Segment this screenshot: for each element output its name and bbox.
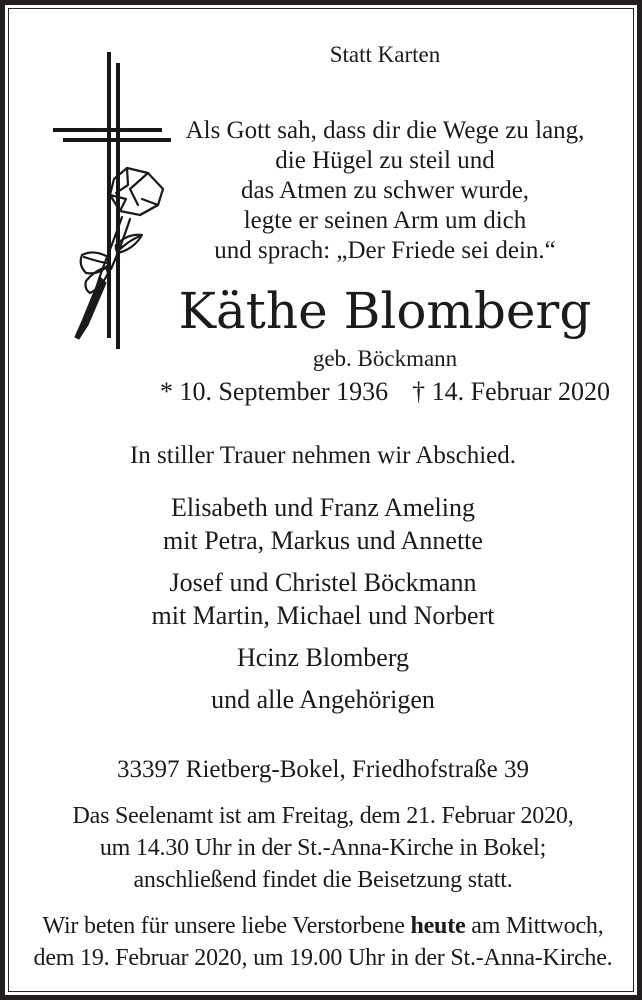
maiden-name: geb. Böckmann [312, 346, 458, 371]
death-date: † 14. Februar 2020 [412, 377, 611, 406]
poem-line: Als Gott sah, dass dir die Wege zu lang, [185, 117, 585, 144]
service-info [18, 800, 628, 896]
mourner-line: und alle Angehörigen [211, 685, 435, 714]
poem-line: die Hügel zu steil und [275, 147, 495, 174]
mourner-group [18, 491, 628, 557]
mourner-line: Josef und Christel Böckmann [169, 568, 477, 597]
prayer-line [18, 910, 628, 942]
deceased-name: Käthe Blomberg [178, 282, 592, 340]
service-line: Das Seelenamt ist am Freitag, dem 21. Februar 2020, [72, 803, 574, 829]
mourner-line: mit Petra, Markus und Annette [163, 526, 483, 555]
mourner-line: Hcinz Blomberg [236, 643, 410, 672]
service-line: um 14.30 Uhr in der St.-Anna-Kirche in Bokel; [99, 835, 547, 861]
life-dates [136, 377, 634, 407]
heute-emphasis: heute [410, 913, 466, 939]
farewell-line: In stiller Trauer nehmen wir Abschied. [129, 442, 517, 469]
prayer-info [18, 910, 628, 974]
birth-date: * 10. September 1936 [159, 377, 389, 406]
prayer-line: dem 19. Februar 2020, um 19.00 Uhr in der St.-Anna-Kirche. [33, 945, 613, 971]
statt-karten-header: Statt Karten [329, 42, 441, 67]
prayer-text: Wir beten für unsere liebe Verstorbene [42, 913, 411, 939]
mourner-line: mit Martin, Michael und Norbert [151, 601, 495, 630]
mourner-group [18, 683, 628, 716]
mourner-group [18, 566, 628, 632]
mourners-list [18, 491, 628, 716]
poem-line: und sprach: „Der Friede sei dein.“ [214, 237, 556, 264]
prayer-text: am Mittwoch, [465, 913, 604, 939]
mourner-line: Elisabeth und Franz Ameling [170, 493, 475, 522]
address-line: 33397 Rietberg-Bokel, Friedhofstraße 39 [117, 756, 529, 783]
poem-line: legte er seinen Arm um dich [243, 207, 527, 234]
service-line: anschließend findet die Beisetzung statt. [133, 867, 513, 893]
poem-line: das Atmen zu schwer wurde, [240, 177, 530, 204]
mourner-group [18, 641, 628, 674]
memorial-poem [136, 116, 634, 266]
